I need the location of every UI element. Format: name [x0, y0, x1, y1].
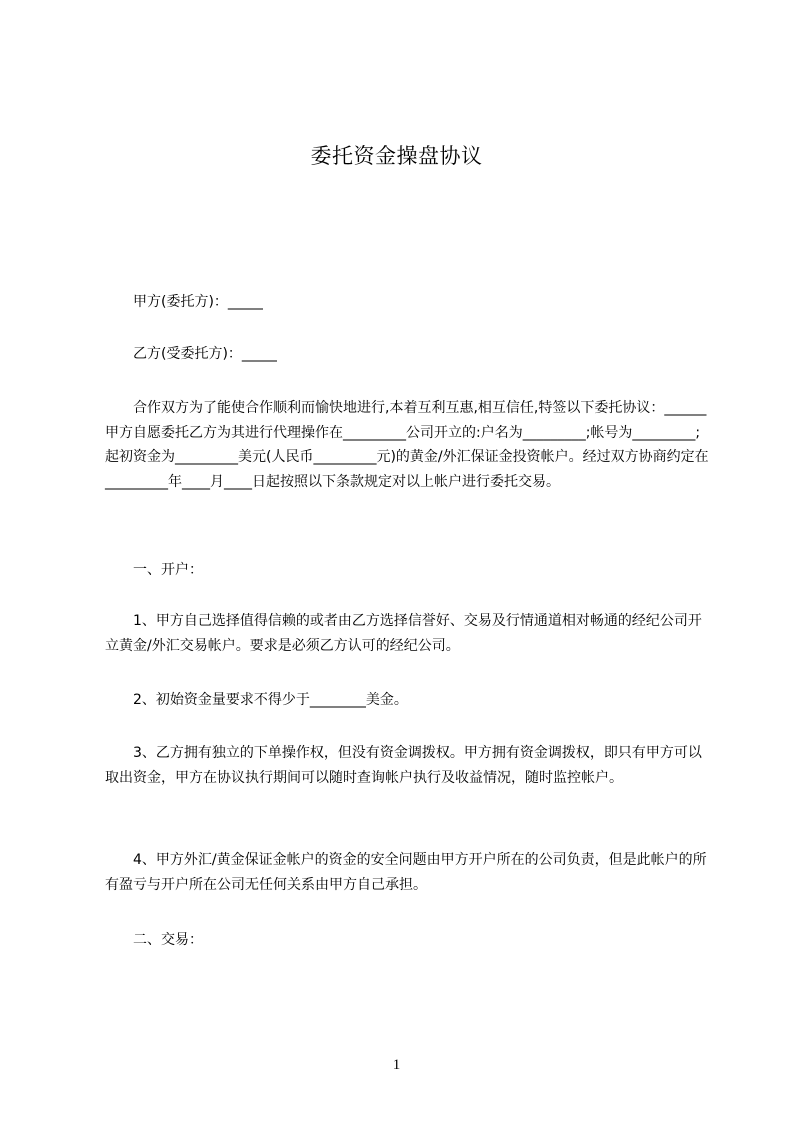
- document-title: 委托资金操盘协议: [310, 144, 483, 168]
- clause-4: 4、甲方外汇/黄金保证金帐户的资金的安全问题由甲方开户所在的公司负责，但是此帐户的所有盈亏与开户所在公司无任何关系由甲方自己承担。: [105, 852, 707, 893]
- clause-2: 2、初始资金量要求不得少于________美金。: [133, 692, 408, 708]
- intro-paragraph: 合作双方为了能使合作顺利而愉快地进行,本着互利互惠,相互信任,特签以下委托协议：______甲方自愿委托乙方为其进行代理操作在_________公司开立的:户名为_________;帐号为_________;起初资金为_________美元(人民币_________元)的黄金/外汇保证金投资帐户。经过双方协商约定在_________年____月____日起按照以下条款规定对以上帐户进行委托交易。: [105, 400, 709, 490]
- section-2-heading: 二、交易：: [133, 932, 203, 948]
- page-number: 1: [392, 1057, 401, 1073]
- party-a-line: 甲方(委托方)：_____: [133, 294, 263, 310]
- clause-1: 1、甲方自己选择值得信赖的或者由乙方选择信誉好、交易及行情通道相对畅通的经纪公司开立黄金/外汇交易帐户。要求是必须乙方认可的经纪公司。: [105, 613, 702, 654]
- section-1-heading: 一、开户：: [133, 562, 203, 578]
- clause-3: 3、乙方拥有独立的下单操作权，但没有资金调拨权。甲方拥有资金调拨权，即只有甲方可以取出资金，甲方在协议执行期间可以随时查询帐户执行及收益情况，随时监控帐户。: [105, 745, 702, 786]
- party-b-line: 乙方(受委托方)：_____: [133, 346, 277, 362]
